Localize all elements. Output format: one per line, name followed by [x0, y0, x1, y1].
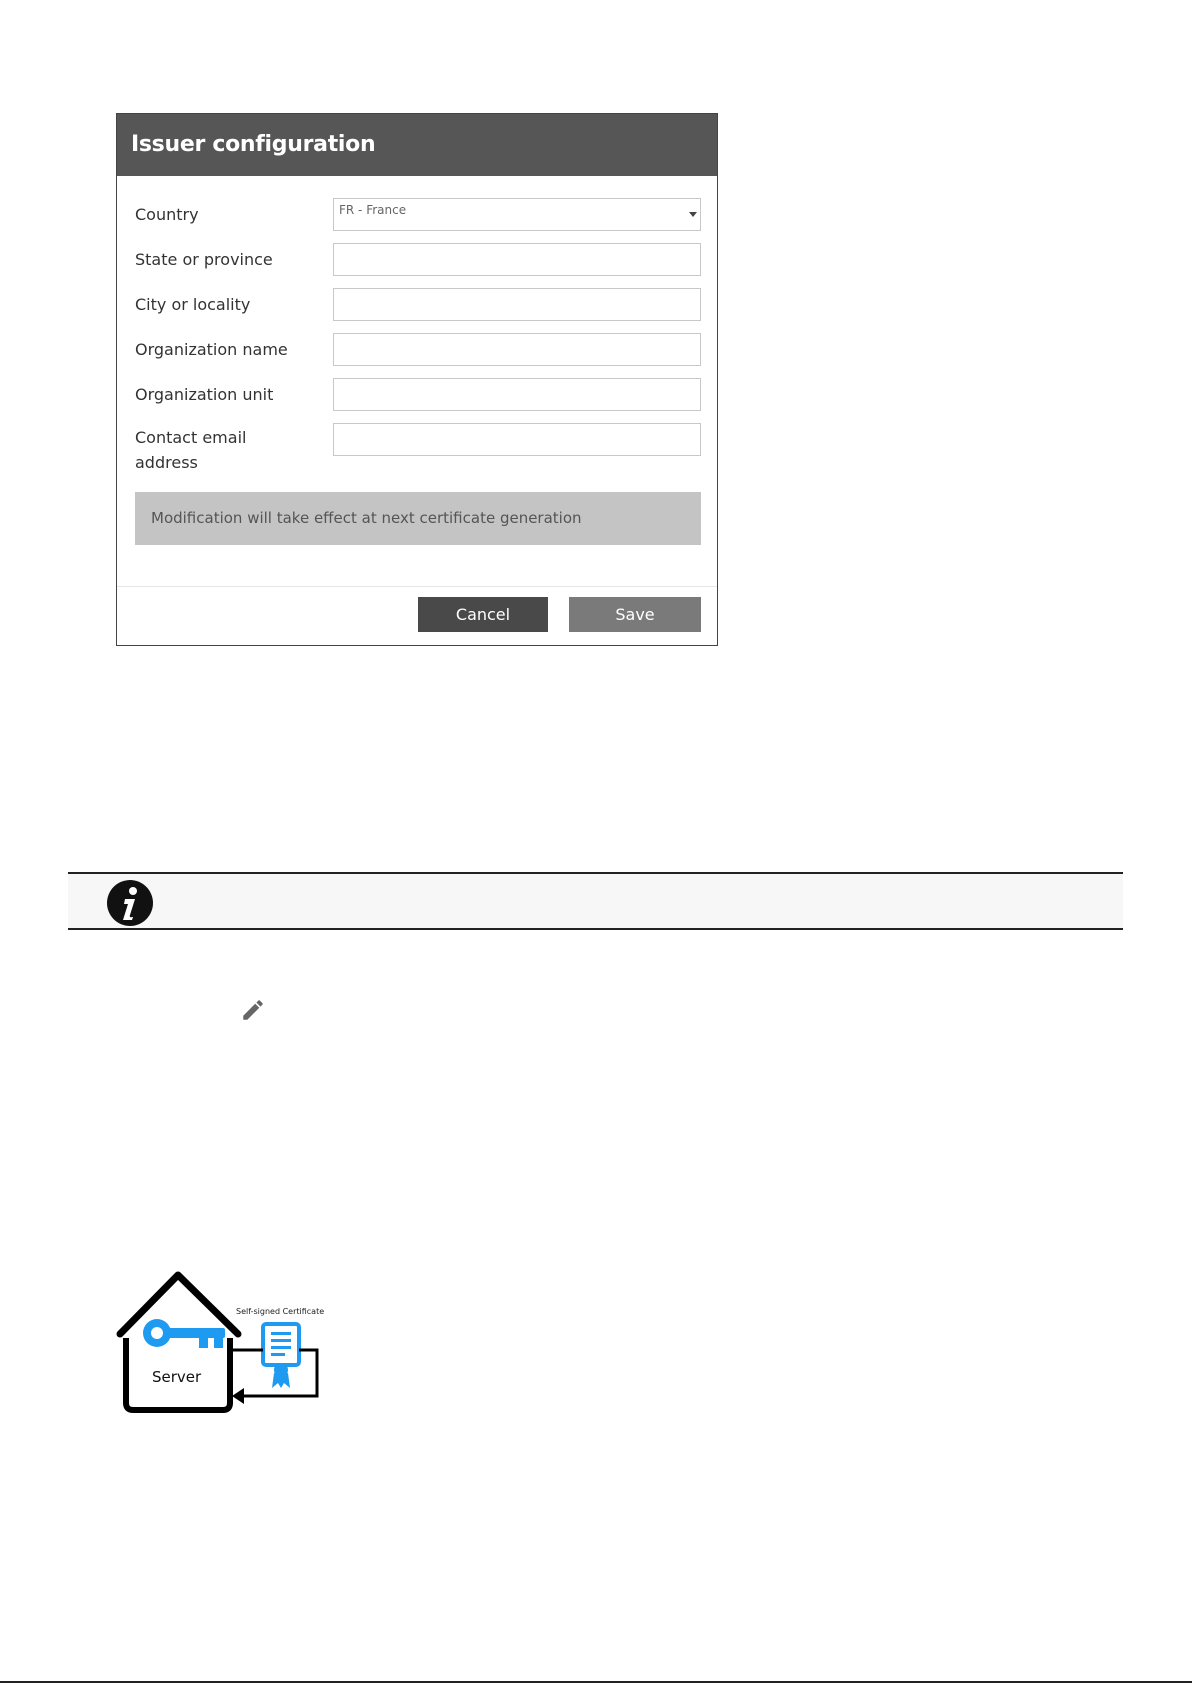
- state-label: State or province: [135, 250, 273, 269]
- state-input[interactable]: [333, 243, 701, 276]
- organization-name-label: Organization name: [135, 340, 288, 359]
- country-select-value: FR - France: [339, 203, 407, 217]
- note-banner: [68, 872, 1123, 930]
- footer-divider: [117, 586, 717, 587]
- organization-name-input[interactable]: [333, 333, 701, 366]
- cancel-button[interactable]: Cancel: [418, 597, 548, 632]
- country-select[interactable]: [333, 198, 701, 231]
- contact-email-input[interactable]: [333, 423, 701, 456]
- issuer-configuration-dialog: [116, 113, 718, 646]
- dialog-title: Issuer configuration: [117, 114, 717, 176]
- chevron-down-icon: [689, 212, 697, 217]
- save-button[interactable]: Save: [569, 597, 701, 632]
- diagram-caption: Self-signed Certificate: [236, 1307, 325, 1316]
- organization-unit-input[interactable]: [333, 378, 701, 411]
- city-label: City or locality: [135, 295, 251, 314]
- organization-unit-label: Organization unit: [135, 385, 274, 404]
- server-label: Server: [152, 1368, 202, 1386]
- self-signed-certificate-diagram: [114, 1270, 336, 1416]
- country-label: Country: [135, 205, 199, 224]
- certificate-icon: [263, 1324, 299, 1388]
- contact-email-label: Contact email address: [135, 428, 247, 472]
- pencil-icon: [240, 997, 266, 1023]
- key-icon: [143, 1319, 225, 1348]
- city-input[interactable]: [333, 288, 701, 321]
- notice-message: Modification will take effect at next certificate generation: [135, 492, 701, 545]
- arrow-head-icon: [232, 1388, 244, 1404]
- info-icon: [106, 879, 154, 927]
- bottom-rule: [0, 1681, 1192, 1683]
